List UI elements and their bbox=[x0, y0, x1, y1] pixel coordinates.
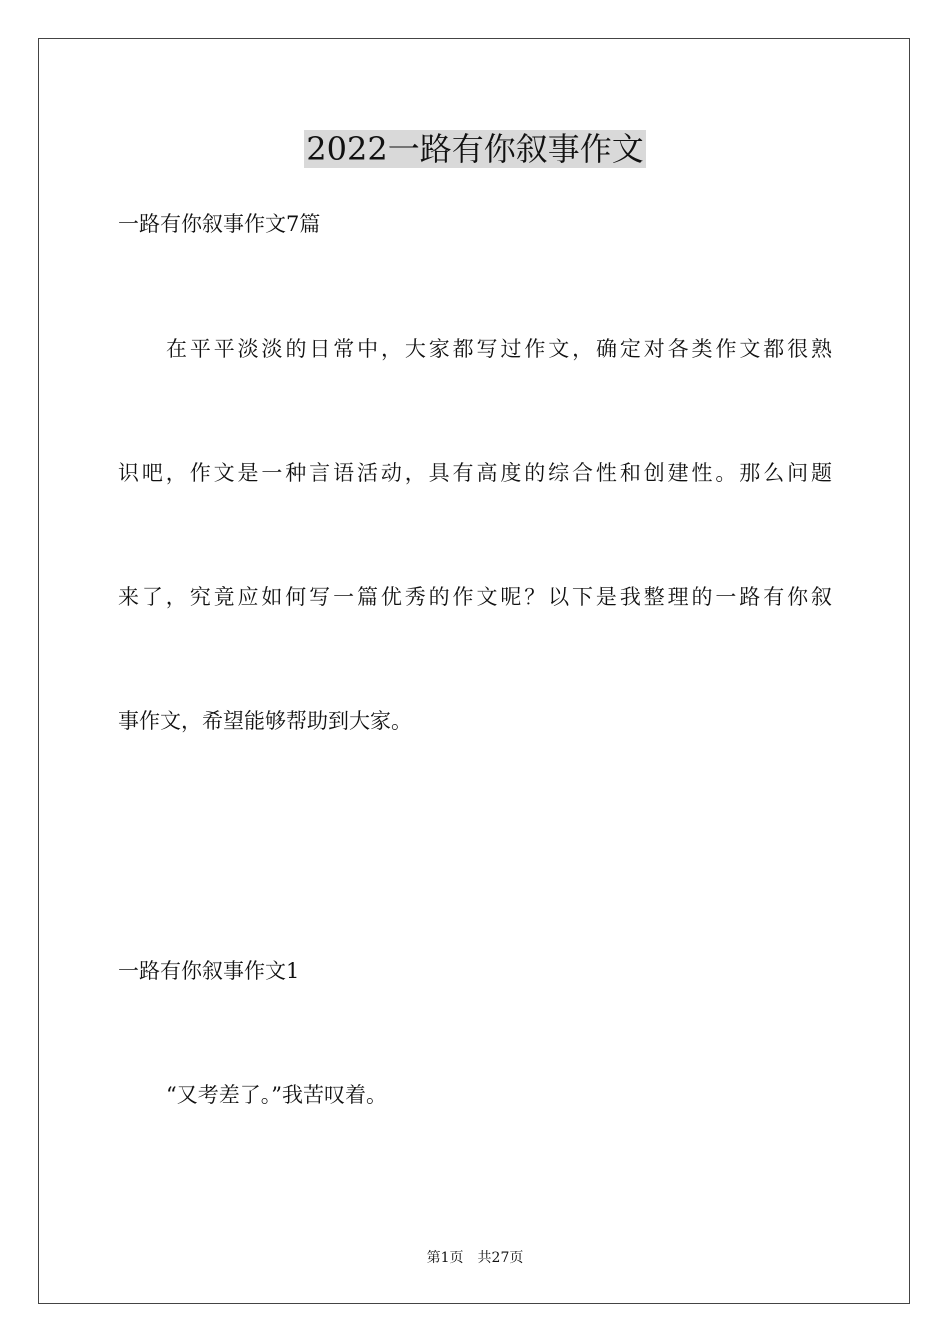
intro-line-4: 事作文，希望能够帮助到大家。 bbox=[118, 709, 412, 733]
intro-line-2: 识吧，作文是一种言语活动，具有高度的综合性和创建性。那么问题 bbox=[118, 461, 832, 485]
section-heading: 一路有你叙事作文1 bbox=[118, 959, 300, 983]
page-footer: 第1页 共27页 bbox=[426, 1250, 524, 1266]
intro-line-1: 在平平淡淡的日常中，大家都写过作文，确定对各类作文都很熟 bbox=[166, 337, 832, 361]
document-title bbox=[0, 126, 950, 172]
intro-line-3: 来了，究竟应如何写一篇优秀的作文呢？以下是我整理的一路有你叙 bbox=[118, 585, 832, 609]
document-subtitle: 一路有你叙事作文7篇 bbox=[118, 212, 321, 236]
document-title-text: 2022一路有你叙事作文 bbox=[306, 130, 644, 168]
section-paragraph-line: “又考差了。”我苦叹着。 bbox=[166, 1083, 387, 1107]
